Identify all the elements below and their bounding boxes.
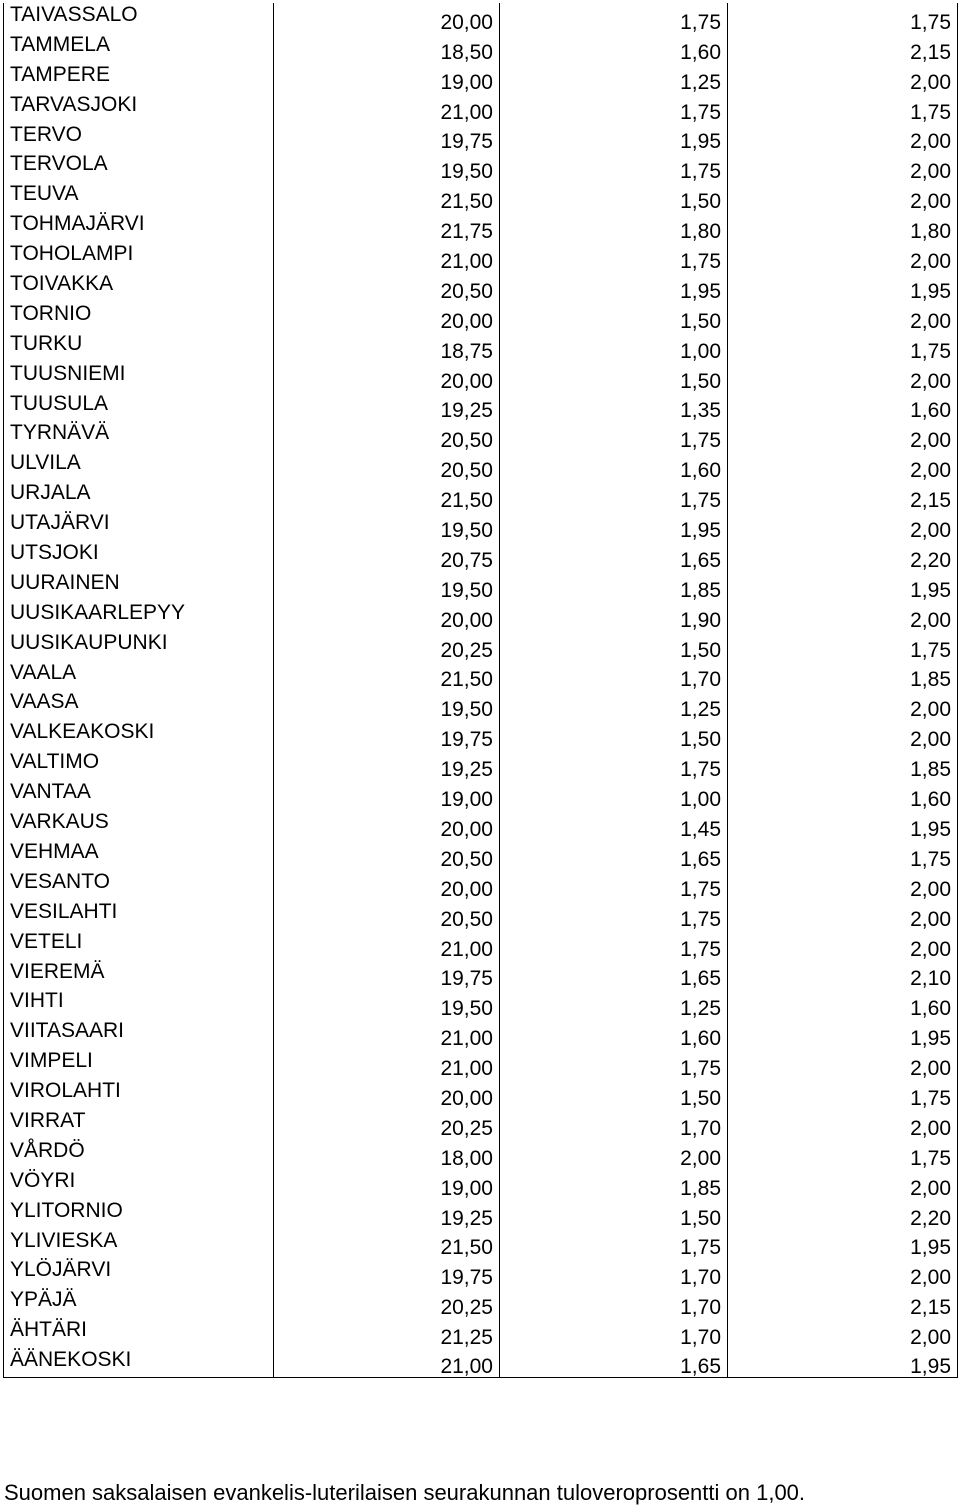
tax-rate-cell: 20,25 [274,1288,500,1318]
church-rate-cell: 1,70 [500,1288,728,1318]
church-rate-cell: 1,65 [500,840,728,870]
church-rate-cell: 1,75 [728,332,958,362]
tax-rate-cell: 19,00 [274,780,500,810]
church-rate-cell: 1,75 [728,840,958,870]
church-rate-cell: 2,00 [728,152,958,182]
church-rate-cell: 2,00 [728,451,958,481]
church-rate-cell: 1,50 [500,1079,728,1109]
church-rate-cell: 1,75 [500,152,728,182]
table-row [4,451,958,481]
tax-rate-cell: 18,50 [274,33,500,63]
municipality-name: UUSIKAUPUNKI [4,631,274,661]
table-row [4,541,958,571]
tax-rate-cell: 20,75 [274,541,500,571]
church-rate-cell: 1,80 [728,212,958,242]
municipality-name: ÄÄNEKOSKI [4,1348,274,1378]
church-rate-cell: 2,00 [728,63,958,93]
table-row [4,571,958,601]
church-rate-cell: 2,00 [500,1139,728,1169]
municipality-name: VIRRAT [4,1109,274,1139]
church-rate-cell: 2,00 [728,421,958,451]
tax-rate-cell: 21,00 [274,930,500,960]
municipality-name: TERVO [4,123,274,153]
tax-rate-cell: 21,00 [274,1049,500,1079]
municipality-name: TOHOLAMPI [4,242,274,272]
tax-rate-cell: 20,00 [274,302,500,332]
church-rate-cell: 1,75 [500,3,728,33]
municipality-name: UURAINEN [4,571,274,601]
table-row [4,661,958,691]
table-row [4,870,958,900]
church-rate-cell: 1,75 [728,631,958,661]
tax-rate-cell: 19,25 [274,1199,500,1229]
municipality-name: VÖYRI [4,1169,274,1199]
table-row [4,1019,958,1049]
municipality-name: YLITORNIO [4,1199,274,1229]
municipality-name: TYRNÄVÄ [4,421,274,451]
church-rate-cell: 1,60 [728,780,958,810]
church-rate-cell: 1,00 [500,780,728,810]
table-row [4,960,958,990]
table-row [4,1139,958,1169]
table-row [4,421,958,451]
municipality-name: VETELI [4,930,274,960]
church-rate-cell: 1,75 [500,900,728,930]
tax-rate-cell: 19,75 [274,960,500,990]
tax-rate-cell: 20,50 [274,272,500,302]
table-row [4,152,958,182]
tax-rate-cell: 20,00 [274,870,500,900]
church-rate-cell: 1,70 [500,1258,728,1288]
church-rate-cell: 1,50 [500,302,728,332]
municipality-name: YLÖJÄRVI [4,1258,274,1288]
tax-rate-cell: 20,25 [274,631,500,661]
table-row [4,989,958,1019]
church-rate-cell: 1,65 [500,1348,728,1378]
church-rate-cell: 1,95 [728,571,958,601]
table-row [4,1169,958,1199]
tax-rate-cell: 19,50 [274,690,500,720]
table-row [4,750,958,780]
church-rate-cell: 1,95 [500,272,728,302]
church-rate-cell: 1,75 [728,3,958,33]
municipality-name: VALKEAKOSKI [4,720,274,750]
municipality-name: TAMPERE [4,63,274,93]
table-row [4,840,958,870]
table-row [4,780,958,810]
tax-rate-cell: 21,50 [274,481,500,511]
municipality-name: VANTAA [4,780,274,810]
municipality-name: TORNIO [4,302,274,332]
church-rate-cell: 1,65 [500,960,728,990]
church-rate-cell: 1,75 [500,93,728,123]
table-row [4,3,958,33]
municipality-name: ULVILA [4,451,274,481]
municipality-name: TOHMAJÄRVI [4,212,274,242]
municipality-name: VARKAUS [4,810,274,840]
tax-rate-cell: 19,75 [274,1258,500,1288]
church-rate-cell: 1,95 [728,1348,958,1378]
table-row [4,1079,958,1109]
table-row [4,631,958,661]
table-row [4,212,958,242]
municipality-name: TARVASJOKI [4,93,274,123]
church-rate-cell: 1,75 [500,242,728,272]
church-rate-cell: 2,00 [728,900,958,930]
church-rate-cell: 1,65 [500,541,728,571]
table-row [4,182,958,212]
municipality-name: TEUVA [4,182,274,212]
church-rate-cell: 1,60 [500,451,728,481]
municipality-name: TAIVASSALO [4,3,274,33]
tax-rate-cell: 20,50 [274,900,500,930]
tax-rate-cell: 20,25 [274,1109,500,1139]
church-rate-cell: 1,75 [500,1049,728,1079]
church-rate-cell: 1,60 [728,989,958,1019]
church-rate-cell: 1,45 [500,810,728,840]
church-rate-cell: 2,15 [728,1288,958,1318]
municipality-name: TAMMELA [4,33,274,63]
church-rate-cell: 1,75 [728,93,958,123]
church-rate-cell: 2,00 [728,511,958,541]
church-rate-cell: 1,60 [500,33,728,63]
church-rate-cell: 1,75 [728,1139,958,1169]
table-row [4,392,958,422]
table-row [4,1288,958,1318]
church-rate-cell: 2,00 [728,601,958,631]
church-rate-cell: 2,00 [728,242,958,272]
church-rate-cell: 1,80 [500,212,728,242]
rates-table-body [4,3,958,1378]
church-rate-cell: 1,75 [500,481,728,511]
table-row [4,242,958,272]
municipality-name: UTSJOKI [4,541,274,571]
tax-rate-cell: 20,00 [274,362,500,392]
municipality-name: TUUSULA [4,392,274,422]
table-row [4,362,958,392]
tax-rate-cell: 20,00 [274,601,500,631]
table-row [4,1109,958,1139]
municipality-name: TERVOLA [4,152,274,182]
church-rate-cell: 1,25 [500,63,728,93]
tax-rate-cell: 19,00 [274,63,500,93]
municipality-rates-table [3,3,958,1378]
tax-rate-cell: 20,00 [274,3,500,33]
church-rate-cell: 1,85 [728,661,958,691]
church-rate-cell: 1,95 [728,810,958,840]
table-row [4,690,958,720]
church-rate-cell: 2,00 [728,870,958,900]
municipality-name: VAASA [4,690,274,720]
table-row [4,1348,958,1378]
tax-rate-cell: 21,00 [274,1019,500,1049]
table-row [4,63,958,93]
church-rate-cell: 2,00 [728,362,958,392]
table-row [4,33,958,63]
tax-rate-cell: 20,00 [274,810,500,840]
church-rate-cell: 1,25 [500,690,728,720]
church-rate-cell: 1,75 [500,750,728,780]
church-rate-cell: 2,15 [728,481,958,511]
footnote: Suomen saksalaisen evankelis-luterilaisen seurakunnan tuloveroprosentti on 1,00. [4,1480,806,1505]
church-rate-cell: 1,70 [500,1318,728,1348]
table-row [4,272,958,302]
municipality-name: TUUSNIEMI [4,362,274,392]
tax-rate-cell: 19,50 [274,152,500,182]
table-row [4,1318,958,1348]
tax-rate-cell: 19,50 [274,989,500,1019]
church-rate-cell: 2,00 [728,930,958,960]
municipality-name: VEHMAA [4,840,274,870]
municipality-name: TOIVAKKA [4,272,274,302]
tax-rate-cell: 19,75 [274,123,500,153]
tax-rate-cell: 19,25 [274,750,500,780]
church-rate-cell: 1,50 [500,631,728,661]
table-row [4,1258,958,1288]
municipality-name: VIITASAARI [4,1019,274,1049]
tax-rate-cell: 21,00 [274,242,500,272]
table-row [4,601,958,631]
church-rate-cell: 1,95 [500,123,728,153]
tax-rate-cell: 21,50 [274,661,500,691]
church-rate-cell: 2,00 [728,690,958,720]
tax-rate-cell: 18,00 [274,1139,500,1169]
tax-rate-cell: 21,25 [274,1318,500,1348]
church-rate-cell: 1,50 [500,362,728,392]
church-rate-cell: 1,50 [500,1199,728,1229]
church-rate-cell: 1,60 [500,1019,728,1049]
church-rate-cell: 2,00 [728,1049,958,1079]
church-rate-cell: 1,75 [500,870,728,900]
church-rate-cell: 1,70 [500,661,728,691]
church-rate-cell: 1,50 [500,720,728,750]
church-rate-cell: 1,75 [728,1079,958,1109]
church-rate-cell: 2,00 [728,720,958,750]
tax-rate-cell: 20,50 [274,421,500,451]
table-row [4,123,958,153]
tax-rate-cell: 19,75 [274,720,500,750]
church-rate-cell: 1,75 [500,1229,728,1259]
table-row [4,1049,958,1079]
table-row [4,511,958,541]
church-rate-cell: 2,20 [728,1199,958,1229]
table-row [4,332,958,362]
tax-rate-cell: 21,75 [274,212,500,242]
church-rate-cell: 1,95 [728,1019,958,1049]
tax-rate-cell: 21,50 [274,1229,500,1259]
church-rate-cell: 1,00 [500,332,728,362]
table-row [4,481,958,511]
church-rate-cell: 2,00 [728,302,958,332]
tax-rate-cell: 18,75 [274,332,500,362]
church-rate-cell: 1,70 [500,1109,728,1139]
municipality-name: URJALA [4,481,274,511]
municipality-name: VALTIMO [4,750,274,780]
church-rate-cell: 2,00 [728,182,958,212]
municipality-name: TURKU [4,332,274,362]
table-row [4,302,958,332]
church-rate-cell: 1,85 [728,750,958,780]
tax-rate-cell: 19,50 [274,511,500,541]
municipality-name: VIEREMÄ [4,960,274,990]
table-row [4,1199,958,1229]
table-row [4,93,958,123]
church-rate-cell: 2,20 [728,541,958,571]
tax-rate-cell: 20,00 [274,1079,500,1109]
tax-rate-cell: 21,00 [274,1348,500,1378]
tax-rate-cell: 20,50 [274,840,500,870]
church-rate-cell: 1,85 [500,571,728,601]
table-row [4,720,958,750]
municipality-name: YPÄJÄ [4,1288,274,1318]
church-rate-cell: 2,00 [728,1109,958,1139]
table-row [4,810,958,840]
tax-rate-cell: 21,50 [274,182,500,212]
church-rate-cell: 1,60 [728,392,958,422]
table-row [4,930,958,960]
municipality-name: ÄHTÄRI [4,1318,274,1348]
church-rate-cell: 1,75 [500,930,728,960]
church-rate-cell: 2,00 [728,1169,958,1199]
church-rate-cell: 1,90 [500,601,728,631]
tax-rate-cell: 21,00 [274,93,500,123]
church-rate-cell: 2,00 [728,123,958,153]
church-rate-cell: 1,95 [728,1229,958,1259]
tax-rate-cell: 19,00 [274,1169,500,1199]
tax-rate-cell: 20,50 [274,451,500,481]
church-rate-cell: 2,00 [728,1318,958,1348]
municipality-name: VIROLAHTI [4,1079,274,1109]
church-rate-cell: 1,35 [500,392,728,422]
table-row [4,1229,958,1259]
church-rate-cell: 2,15 [728,33,958,63]
table-row [4,900,958,930]
church-rate-cell: 1,50 [500,182,728,212]
tax-rate-cell: 19,50 [274,571,500,601]
municipality-name: VIHTI [4,989,274,1019]
church-rate-cell: 1,75 [500,421,728,451]
tax-rate-cell: 19,25 [274,392,500,422]
municipality-name: VIMPELI [4,1049,274,1079]
municipality-name: YLIVIESKA [4,1229,274,1259]
municipality-name: VAALA [4,661,274,691]
municipality-name: UUSIKAARLEPYY [4,601,274,631]
church-rate-cell: 1,25 [500,989,728,1019]
church-rate-cell: 1,85 [500,1169,728,1199]
church-rate-cell: 1,95 [728,272,958,302]
municipality-name: VÅRDÖ [4,1139,274,1169]
municipality-name: UTAJÄRVI [4,511,274,541]
church-rate-cell: 1,95 [500,511,728,541]
municipality-name: VESANTO [4,870,274,900]
church-rate-cell: 2,10 [728,960,958,990]
municipality-name: VESILAHTI [4,900,274,930]
church-rate-cell: 2,00 [728,1258,958,1288]
